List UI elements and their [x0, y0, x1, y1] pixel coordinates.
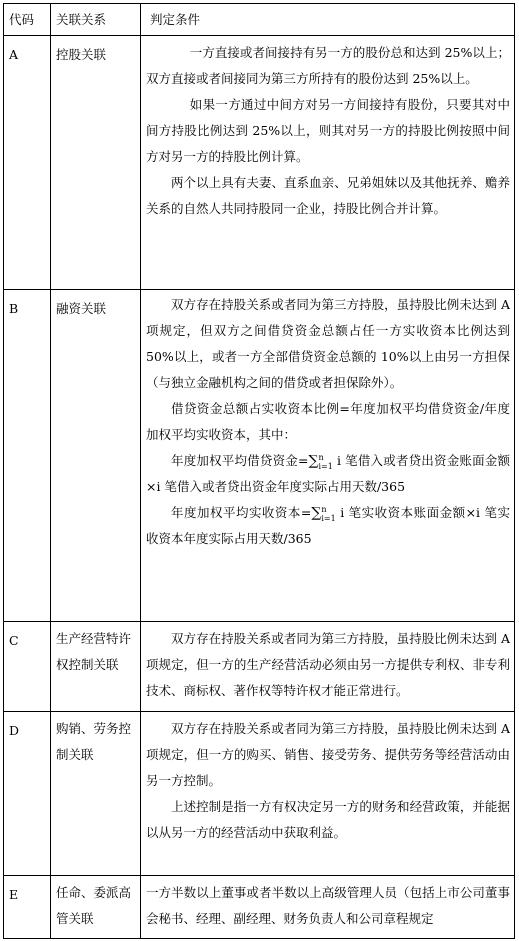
row-divider: [4, 35, 514, 36]
formula-capital: 年度加权平均实收资本=∑ n i=1 i 笔实收资本账面金额×i 笔实收资本年度实际占用天数/365: [146, 504, 510, 546]
row-b-code: B: [9, 301, 19, 316]
row-divider: [4, 711, 514, 712]
header-code: 代码: [9, 12, 35, 27]
column-divider: [140, 4, 141, 938]
paragraph: 两个以上具有夫妻、直系血亲、兄弟姐妹以及其他抚养、赡养关系的自然人共同持股同一企业，持股比例合并计算。: [146, 175, 510, 216]
formula-borrowing: 年度加权平均借贷资金=∑ n i=1 i 笔借入或者贷出资金账面金额×i 笔借入或者贷出资金年度实际占用天数/365: [146, 452, 510, 494]
row-a-relation: 控股关联: [56, 47, 107, 62]
paragraph: 一方半数以上董事或者半数以上高级管理人员（包括上市公司董事会秘书、经理、副经理、财务负责人和公司章程规定: [146, 885, 510, 926]
row-divider: [4, 289, 514, 290]
row-c-code: C: [9, 633, 19, 648]
row-divider: [4, 875, 514, 876]
row-divider: [4, 621, 514, 622]
paragraph: 借贷资金总额占实收资本比例=年度加权平均借贷资金/年度加权平均实收资本，其中：: [146, 401, 510, 442]
row-d-code: D: [9, 723, 20, 738]
paragraph: 双方存在持股关系或者同为第三方持股，虽持股比例未达到 A 项规定，但双方之间借贷资金总额占任一方实收资本比例达到 50%以上，或者一方全部借贷资金总额的 10%以上由另一方担保（与独立金融机构之间的借贷或者担保除外）。: [146, 297, 510, 390]
row-e-condition: [146, 880, 510, 936]
sum-symbol: ∑: [308, 453, 319, 469]
row-e-code: E: [9, 887, 19, 902]
paragraph: 上述控制是指一方有权决定另一方的财务和经营政策，并能据以从另一方的经营活动中获取利益。: [146, 799, 510, 840]
column-divider: [50, 4, 51, 938]
row-b-relation: 融资关联: [56, 301, 107, 316]
paragraph: 如果一方通过中间方对另一方间接持有股份，只要其对中间方持股比例达到 25%以上，则其对另一方的持股比例按照中间方对另一方的持股比例计算。: [146, 97, 510, 164]
sum-symbol: ∑: [311, 505, 322, 521]
row-d-condition: [146, 716, 510, 846]
header-relation: 关联关系: [56, 12, 107, 27]
paragraph: 一方直接或者间接持有另一方的股份总和达到 25%以上；双方直接或者间接同为第三方所持有的股份达到 25%以上。: [146, 45, 510, 86]
header-condition: 判定条件: [150, 12, 201, 27]
paragraph: 双方存在持股关系或者同为第三方持股，虽持股比例未达到 A 项规定，但一方的生产经营活动必须由另一方提供专利权、非专利技术、商标权、著作权等特许权才能正常进行。: [146, 631, 510, 698]
row-c-relation: 生产经营特许权控制关联: [56, 631, 132, 672]
row-d-relation: 购销、劳务控制关联: [56, 721, 132, 762]
relation-table: [3, 3, 515, 939]
paragraph: 双方存在持股关系或者同为第三方持股，虽持股比例未达到 A 项规定，但一方的购买、销售、接受劳务、提供劳务等经营活动由另一方控制。: [146, 721, 510, 788]
row-a-code: A: [9, 47, 19, 62]
row-b-condition: [146, 292, 510, 552]
row-a-condition: [146, 40, 510, 222]
row-e-relation: 任命、委派高管关联: [56, 885, 132, 926]
row-c-condition: [146, 626, 510, 704]
